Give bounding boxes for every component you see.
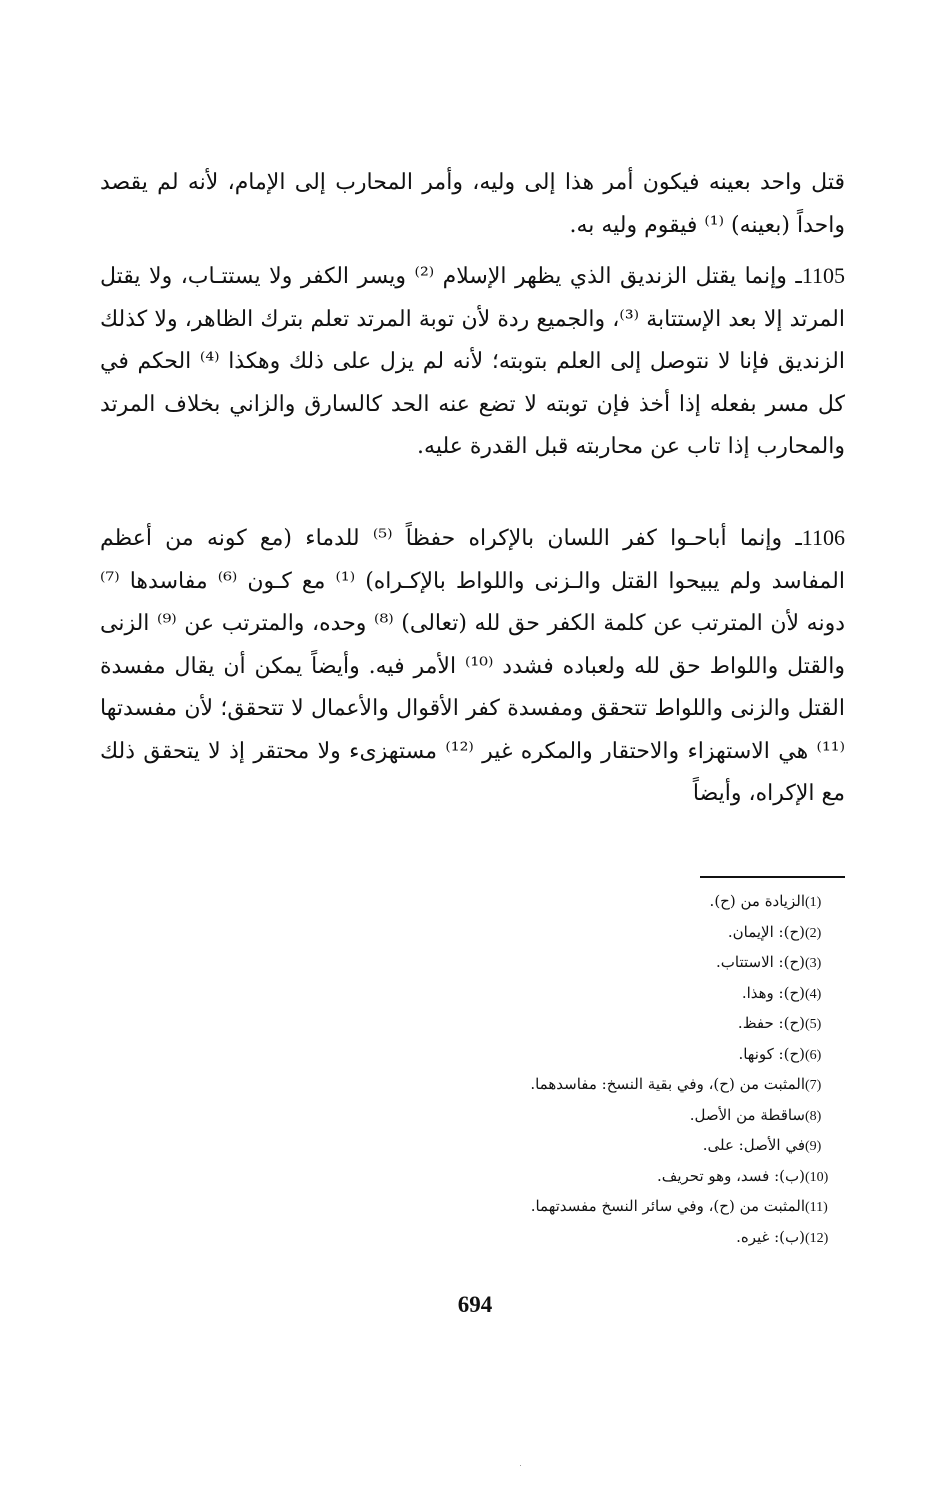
paragraph-number: 1106	[801, 525, 845, 550]
footnote-text: (ح): كونها.	[738, 1044, 805, 1063]
scan-speck	[520, 1465, 521, 1466]
footnote-number: (1)	[805, 895, 822, 910]
footnote-item	[300, 1039, 845, 1070]
paragraph-1105	[100, 255, 845, 469]
footnote-item	[300, 1130, 845, 1161]
footnote-text: المثبت من (ح)، وفي بقية النسخ: مفاسدهما.	[530, 1075, 805, 1093]
footnote-text: (ح): الإيمان.	[727, 922, 805, 941]
footnote-item	[300, 886, 845, 917]
footnote-item	[300, 1069, 845, 1100]
footnote-text: المثبت من (ح)، وفي سائر النسخ مفسدتهما.	[530, 1197, 805, 1215]
footnote-text: (ح): حفظ.	[737, 1014, 805, 1032]
footnote-item	[300, 1100, 845, 1131]
footnotes	[300, 886, 845, 1252]
footnote-number: (7)	[805, 1078, 822, 1093]
footnote-number: (11)	[805, 1200, 828, 1215]
paragraph-text: ـ وإنما يقتل الزنديق الذي يظهر الإسلام ⁽²⁾ ويسر الكفر ولا يستتـاب، ولا يقتل المرتد إلا بعد الإستتابة ⁽³⁾، والجميع ردة لأن توبة المرتد تعلم بترك الظاهر، ولا كذلك الزنديق فإنا لا نتوصل إلى العلم بتوبته؛ لأنه لم يزل على ذلك وهكذا ⁽⁴⁾ الحكم في كل مسر بفعله إذا أخذ فإن توبته لا تضع عنه الحد كالسارق والزاني بخلاف المرتد والمحارب إذا تاب عن محاربته قبل القدرة عليه.	[100, 264, 846, 459]
footnote-item	[300, 1008, 845, 1039]
footnote-text: في الأصل: على.	[702, 1136, 805, 1154]
footnote-item	[300, 917, 845, 948]
paragraph-text: ـ وإنما أباحـوا كفر اللسان بالإكراه حفظاً ⁽⁵⁾ للدماء (مع كونه من أعظم المفاسد ولم يبيحوا القتل والـزنى واللواط بالإكـراه) ⁽¹⁾ مع كـون ⁽⁶⁾ مفاسدها ⁽⁷⁾ دونه لأن المترتب عن كلمة الكفر حق لله (تعالى) ⁽⁸⁾ وحده، والمترتب عن ⁽⁹⁾ الزنى والقتل واللواط حق لله ولعباده فشدد ⁽¹⁰⁾ الأمر فيه. وأيضاً يمكن أن يقال مفسدة القتل والزنى واللواط تتحقق ومفسدة كفر الأقوال والأعمال لا تتحقق؛ لأن مفسدتها ⁽¹¹⁾ هي الاستهزاء والاحتقار والمكره غير ⁽¹²⁾ مستهزىء ولا محتقر إذ لا يتحقق ذلك مع الإكراه، وأيضاً	[100, 526, 846, 806]
paragraph-1106	[100, 517, 845, 816]
footnote-text: ساقطة من الأصل.	[689, 1105, 805, 1124]
footnote-item	[300, 1161, 845, 1192]
footnote-text: (ح): الاستتاب.	[715, 953, 805, 971]
footnote-item	[300, 947, 845, 978]
footnote-number: (4)	[805, 986, 822, 1002]
footnote-text: (ب): غيره.	[736, 1227, 805, 1246]
footnote-number: (5)	[805, 1017, 822, 1032]
paragraph-text: قتل واحد بعينه فيكون أمر هذا إلى وليه، وأمر المحارب إلى الإمام، لأنه لم يقصد واحداً (بعينه) ⁽¹⁾ فيقوم وليه به.	[100, 170, 845, 238]
footnote-number: (12)	[805, 1230, 829, 1246]
footnote-item	[300, 1191, 845, 1222]
footnote-number: (9)	[805, 1139, 822, 1154]
footnote-number: (6)	[805, 1047, 822, 1063]
footnote-item	[300, 978, 845, 1009]
footnote-number: (10)	[805, 1169, 829, 1185]
footnote-text: (ب): فسد، وهو تحريف.	[657, 1166, 805, 1185]
footnote-text: (ح): وهذا.	[741, 983, 805, 1002]
paragraph-number: 1105	[801, 263, 845, 288]
footnote-number: (2)	[805, 925, 822, 941]
footnote-separator	[700, 876, 845, 878]
footnote-text: الزيادة من (ح).	[709, 892, 805, 910]
footnote-item	[300, 1222, 845, 1253]
page-number: 694	[457, 1292, 493, 1317]
paragraph-continuation	[100, 162, 845, 247]
footnote-number: (8)	[805, 1108, 822, 1124]
footnote-number: (3)	[805, 956, 822, 971]
